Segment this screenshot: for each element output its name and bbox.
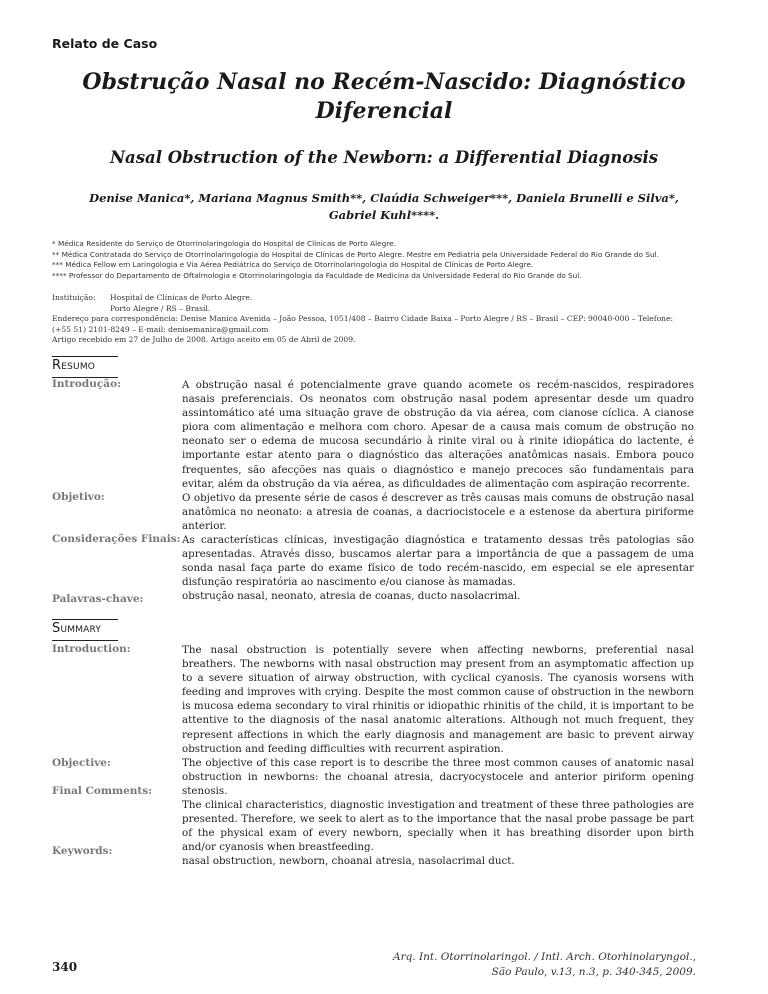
label-objective: Objective: — [52, 757, 111, 769]
institution-block — [52, 293, 712, 346]
summary-final-comments-text: The clinical characteristics, diagnostic investigation and treatment of these three pathologies are presented. Therefore, we seek to alert as to the importance that the nasal probe passage be part of the physical exam of every newborn, specially when it has breathing disorder upon birth and/or cyanosis when breastfeeding. — [182, 799, 694, 854]
correspondence-contact: (+55 51) 2101-8249 – E-mail: denisemanica@gmail.com — [52, 324, 269, 334]
summary-top-rule — [52, 619, 118, 620]
resumo-objetivo-text: O objetivo da presente série de casos é descrever as três causas mais comuns de obstrução nasal anatômica no neonato: a atresia de coanas, a dacriocistocele e a estenose da abertura piriforme anterior. — [182, 491, 694, 532]
summary-introduction-text: The nasal obstruction is potentially severe when affecting newborns, preferential nasal breathers. The newborns with nasal obstruction may present from an asymptomatic affection up to a severe situation of airway obstruction, with cyclical cyanosis. The cyanosis worsens with feeding and improves with crying. Despite the most common cause of obstruction in the newborn is mucosa edema secondary to viral rhinitis or idiopathic rhinitis of the child, it is important to be attentive to the diagnosis of the nasal anatomic alterations. Although not much frequent, they represent affections in which the early diagnosis and management are basic to prevent airway obstruction and feeding difficulties with recurrent aspiration. — [182, 644, 694, 755]
journal-citation — [393, 950, 696, 980]
article-title-english: Nasal Obstruction of the Newborn: a Differential Diagnosis — [109, 148, 659, 167]
title-line-1: Obstrução Nasal no Recém-Nascido: Diagnóstico — [82, 69, 686, 95]
affiliation-2: ** Médica Contratada do Serviço de Otorrinolaringologia do Hospital de Clínicas de Porto Alegre. Mestre em Pediatria pela Universidade Federal do Rio Grande do Sul. — [52, 249, 659, 259]
resumo-introducao-text: A obstrução nasal é potencialmente grave quando acomete os recém-nascidos, respiradores nasais preferenciais. Os neonatos com obstrução nasal podem apresentar desde um quadro assintomático até uma situação grave de obstrução da via aérea, com cianose cíclica. A cianose piora com alimentação e melhora com choro. Apesar de a causa mais comum de obstrução no neonato ser o edema de mucosa secundário à rinite viral ou à rinite idiopática do lactente, é importante estar atento para o diagnóstico das alterações anatômicas nasais. Embora pouco frequentes, são afecções nas quais o diagnóstico e manejo precoces são fundamentais para evitar, além da obstrução da via aérea, as dificuldades de alimentação com aspiração recorrente. — [182, 379, 694, 490]
affiliation-4: **** Professor do Departamento de Oftalmologia e Otorrinolaringologia da Faculdade de Medicina da Universidade Federal do Rio Grande do Sul. — [52, 270, 582, 280]
resumo-consideracoes-text: As características clínicas, investigação diagnóstica e tratamento dessas três patologias são apresentadas. Através disso, buscamos alertar para a importância de que a passagem de uma sonda nasal faça parte do exame físico de todo recém-nascido, em especial se ele apresentar disfunção respiratória ao nascimento e/ou cianose às mamadas. — [182, 534, 694, 589]
journal-citation-line-2: São Paulo, v.13, n.3, p. 340-345, 2009. — [491, 966, 696, 978]
summary-keywords-text: nasal obstruction, newborn, choanal atresia, nasolacrimal duct. — [182, 855, 515, 868]
institution-location: Porto Alegre / RS – Brasil. — [110, 303, 211, 313]
resumo-heading: Resumo — [52, 358, 96, 373]
article-title — [60, 68, 708, 126]
authors-line-1: Denise Manica*, Mariana Magnus Smith**, Claúdia Schweiger***, Daniela Brunelli e Silva*, — [89, 191, 679, 205]
label-consideracoes-finais: Considerações Finais: — [52, 533, 181, 545]
institution-label: Instituição: — [52, 293, 96, 302]
label-palavras-chave: Palavras-chave: — [52, 593, 144, 605]
label-introduction: Introduction: — [52, 643, 131, 655]
page-number: 340 — [52, 960, 78, 974]
label-objetivo: Objetivo: — [52, 491, 105, 503]
author-list — [70, 190, 698, 224]
label-keywords: Keywords: — [52, 845, 113, 857]
journal-citation-line-1: Arq. Int. Otorrinolaringol. / Intl. Arch. Otorhinolaryngol., — [392, 951, 696, 963]
summary-objective-text: The objective of this case report is to describe the three most common causes of anatomic nasal obstruction in newborns: the choanal atresia, dacryocystocele and anterior piriform opening stenosis. — [182, 756, 694, 797]
affiliation-1: * Médica Residente do Serviço de Otorrinolaringologia do Hospital de Clínicas de Porto Alegre. — [52, 239, 396, 248]
resumo-body — [182, 378, 694, 604]
label-introducao: Introdução: — [52, 378, 121, 390]
summary-heading-underline — [52, 640, 118, 641]
summary-body — [182, 643, 694, 869]
resumo-palavras-text: obstrução nasal, neonato, atresia de coanas, ducto nasolacrimal. — [182, 590, 521, 603]
summary-heading: Summary — [52, 621, 102, 636]
received-accepted-dates: Artigo recebido em 27 de Julho de 2008. Artigo aceito em 05 de Abril de 2009. — [52, 335, 356, 345]
authors-line-2: Gabriel Kuhl****. — [328, 208, 440, 222]
title-line-2: Diferencial — [315, 98, 453, 124]
affiliation-3: *** Médica Fellow em Laringologia e Via Aérea Pediátrica do Serviço de Otorrinolaringologia do Hospital de Clínicas de Porto Alegre. — [52, 260, 534, 270]
affiliations — [52, 239, 712, 281]
resumo-top-rule — [52, 356, 118, 357]
correspondence-address: Endereço para correspondência: Denise Manica Avenida – João Pessoa, 1051/408 – Bairro Cidade Baixa – Porto Alegre / RS – Brasil – CEP: 90040-000 – Telefone: — [52, 314, 674, 324]
institution-name: Hospital de Clínicas de Porto Alegre. — [110, 293, 253, 302]
label-final-comments: Final Comments: — [52, 785, 153, 797]
section-tag: Relato de Caso — [52, 36, 158, 51]
